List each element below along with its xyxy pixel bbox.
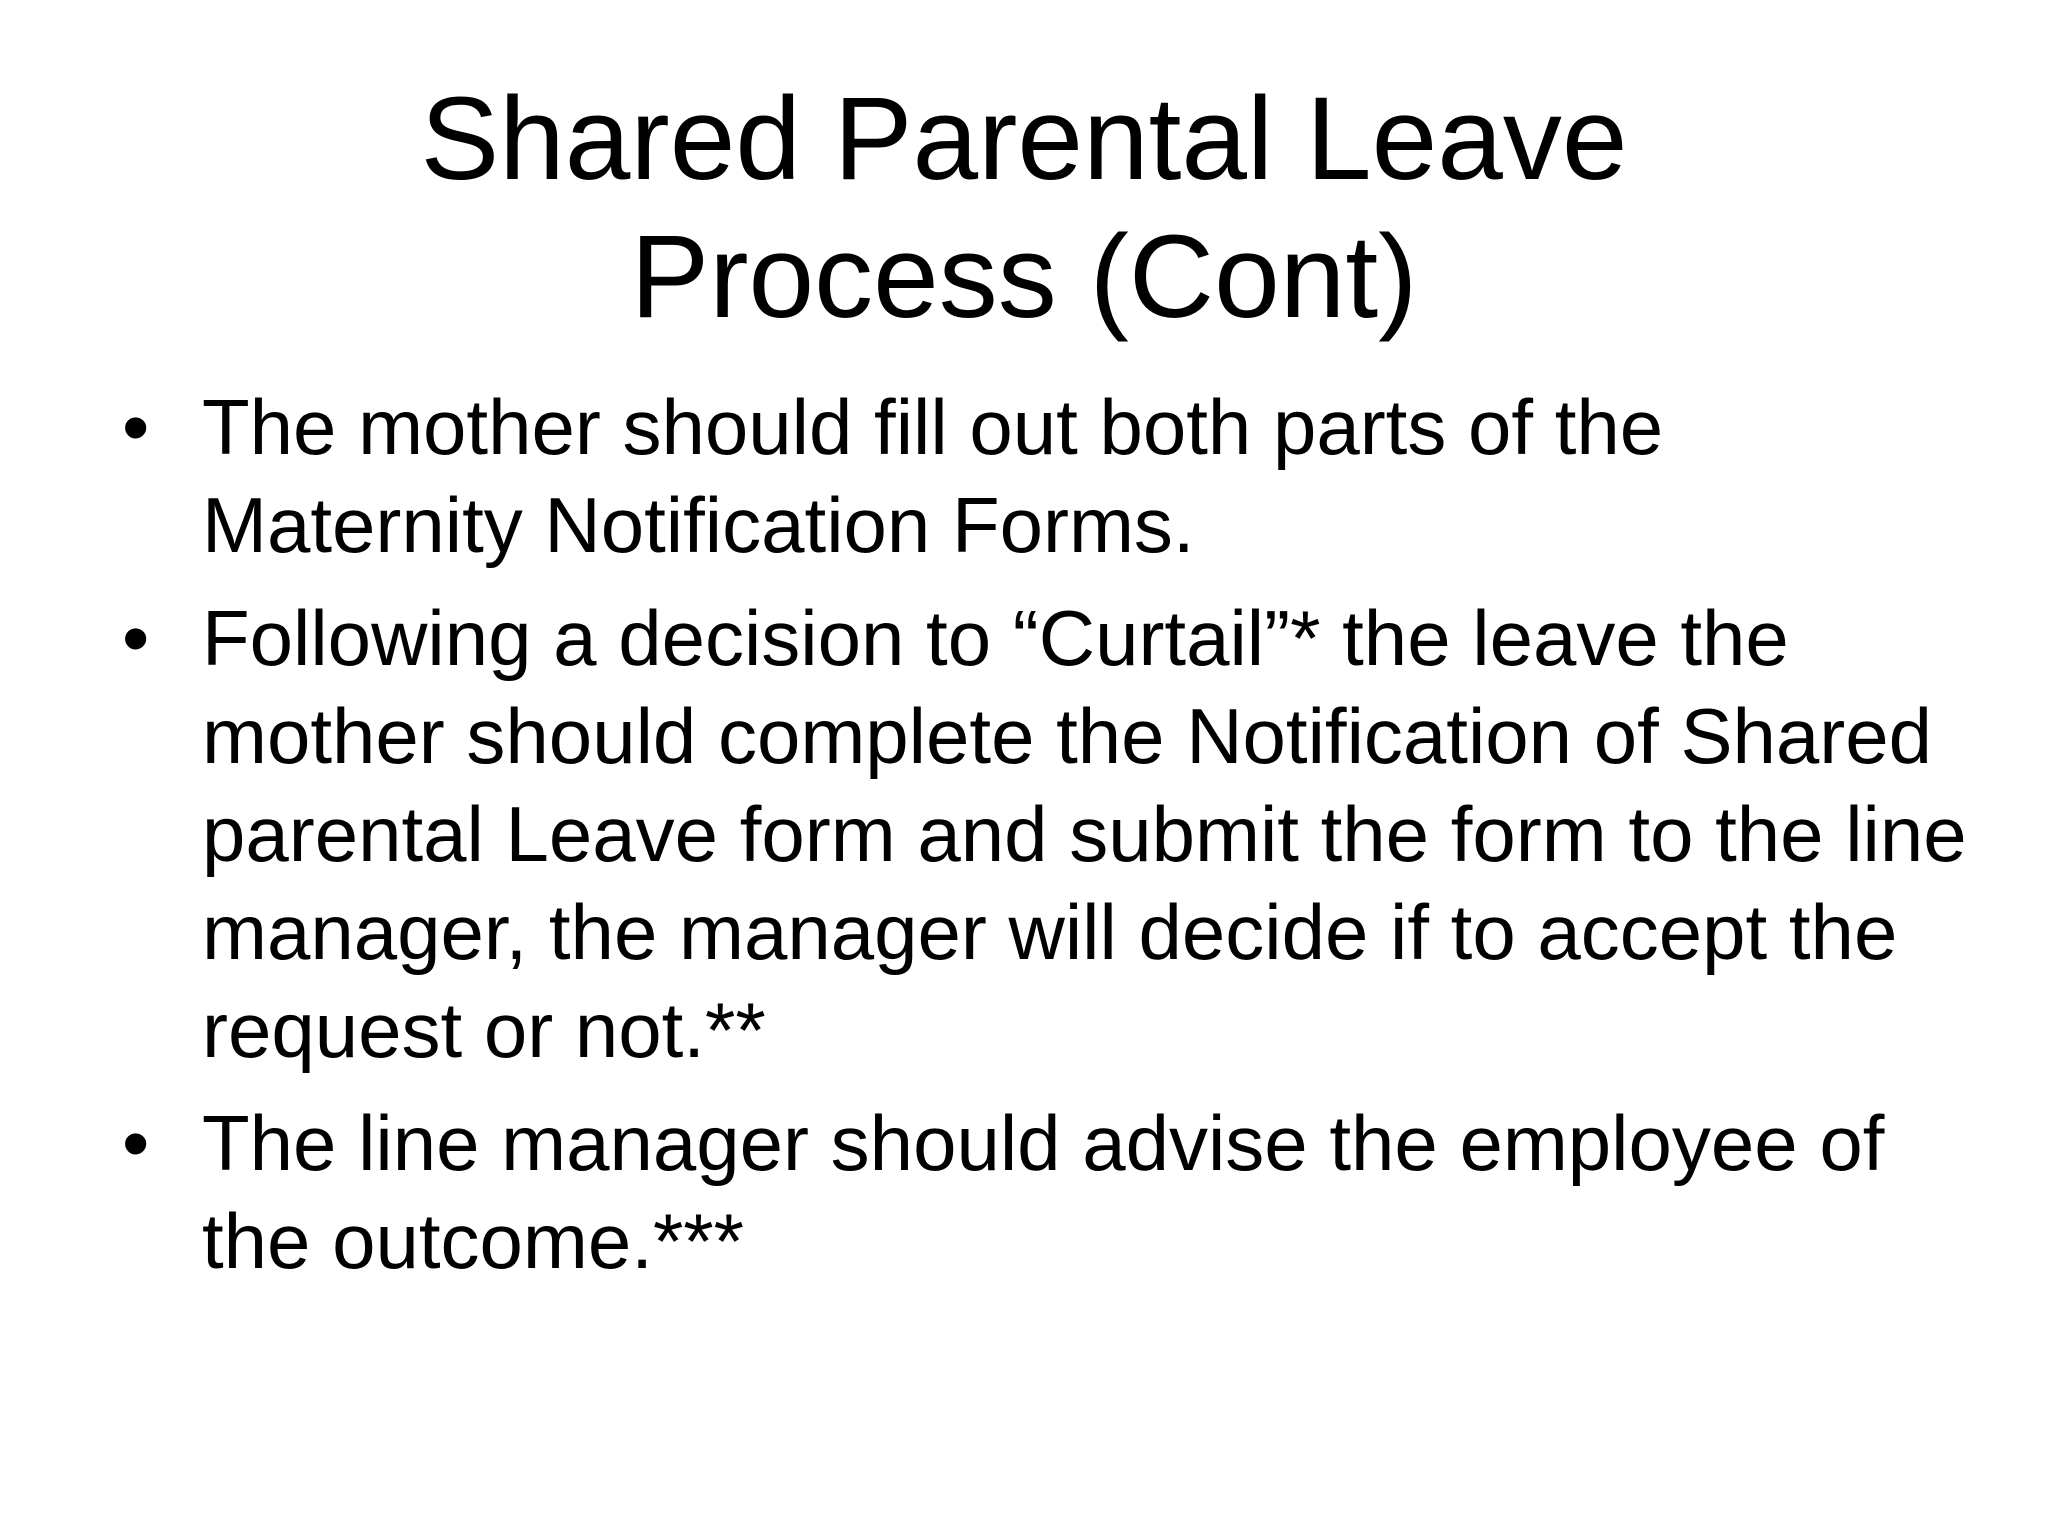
bullet-text-1: The mother should fill out both parts of the Maternity Notification Forms. xyxy=(202,383,1664,569)
slide-title-line-1: Shared Parental Leave xyxy=(420,73,1628,205)
bullet-list xyxy=(0,378,2048,1305)
bullet-item-2 xyxy=(0,589,2048,1079)
bullet-item-3 xyxy=(0,1094,2048,1290)
bullet-text-2: Following a decision to “Curtail”* the leave the mother should complete the Notification of Shared parental Leave form and submit the form to the line manager, the manager will decide if to accept the request or not.** xyxy=(202,594,1967,1074)
bullet-marker-icon: • xyxy=(122,383,150,471)
bullet-marker-icon: • xyxy=(122,1099,150,1187)
slide-title-line-2: Process (Cont) xyxy=(630,211,1418,343)
bullet-marker-icon: • xyxy=(122,594,150,682)
bullet-item-1 xyxy=(0,378,2048,574)
bullet-text-3: The line manager should advise the employee of the outcome.*** xyxy=(202,1099,1885,1285)
slide-title xyxy=(0,70,2048,346)
